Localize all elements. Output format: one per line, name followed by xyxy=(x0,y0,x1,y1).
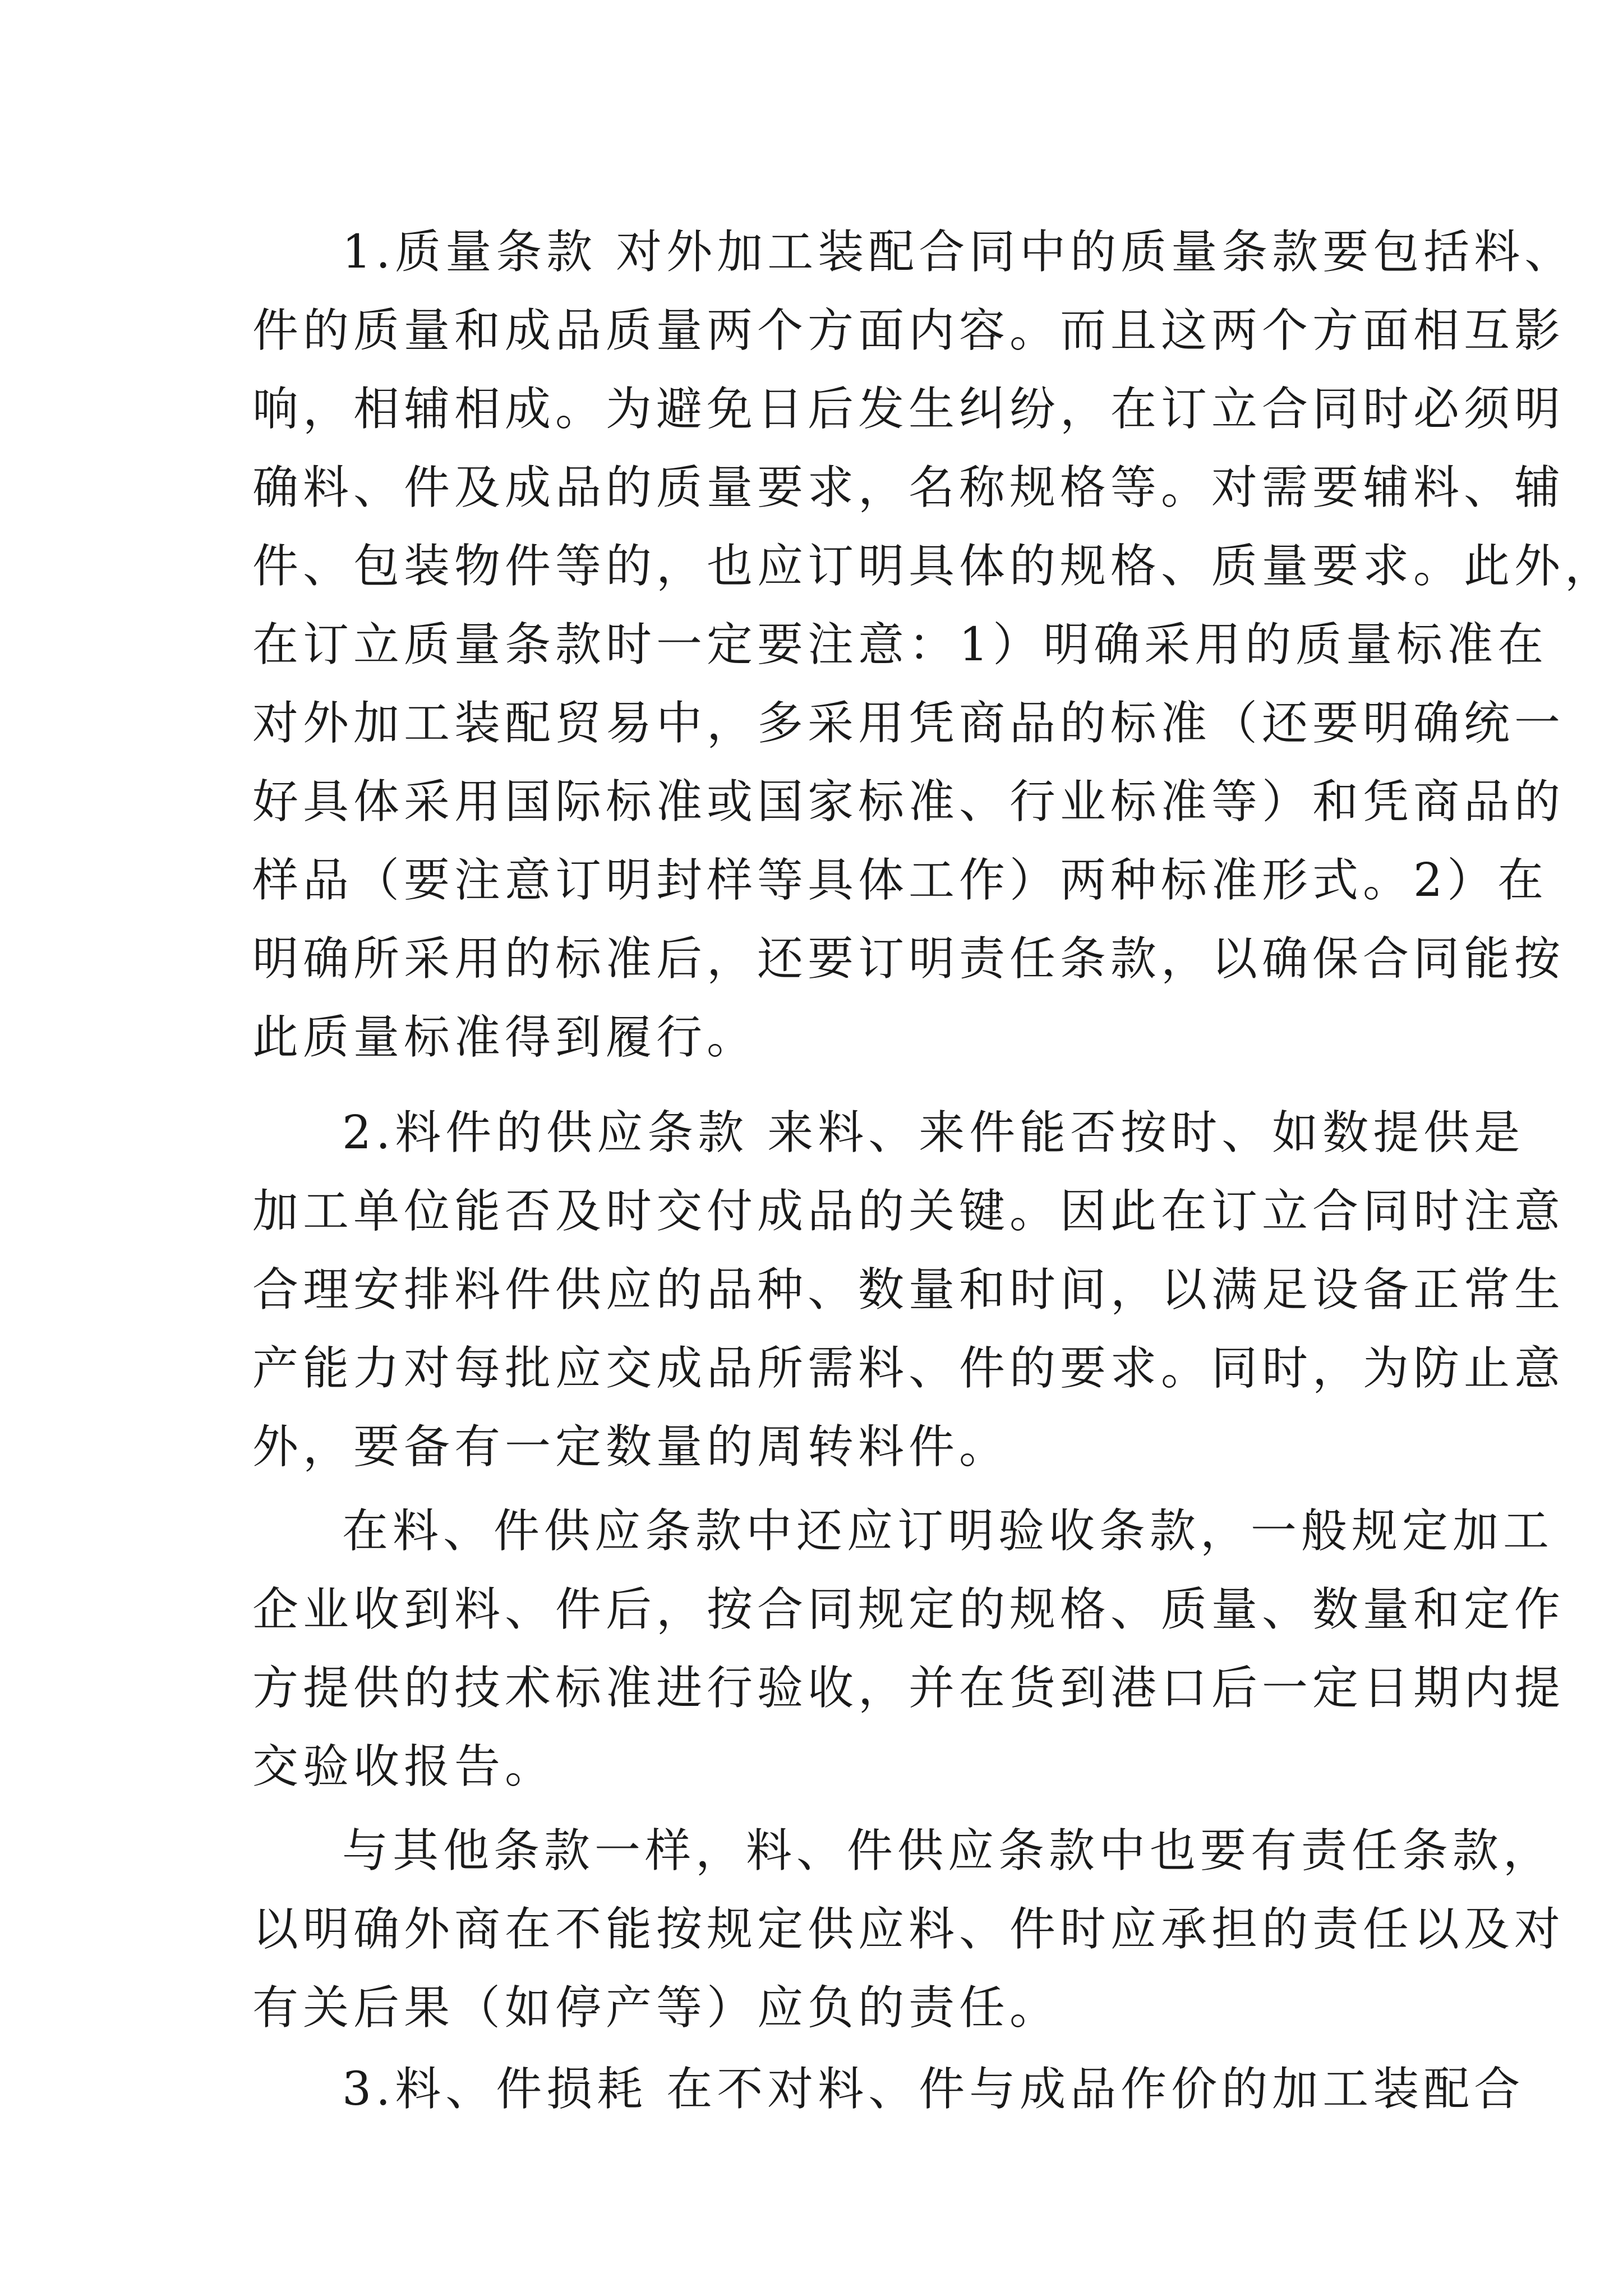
text-line: 此质量标准得到履行。 xyxy=(252,1011,758,1064)
text-line: 样品（要注意订明封样等具体工作）两种标准形式。2）在 xyxy=(252,854,1548,907)
text-line: 加工单位能否及时交付成品的关键。因此在订立合同时注意 xyxy=(252,1185,1565,1238)
text-line: 3.料、件损耗 在不对料、件与成品作价的加工装配合 xyxy=(342,2063,1525,2116)
text-line: 方提供的技术标准进行验收，并在货到港口后一定日期内提 xyxy=(252,1662,1565,1715)
text-line: 好具体采用国际标准或国家标准、行业标准等）和凭商品的 xyxy=(252,775,1565,829)
text-line: 外，要备有一定数量的周转料件。 xyxy=(252,1420,1010,1474)
text-line: 确料、件及成品的质量要求，名称规格等。对需要辅料、辅 xyxy=(252,461,1565,514)
paragraph-liability-clause xyxy=(252,1812,1565,2047)
text-line: 以明确外商在不能按规定供应料、件时应承担的责任以及对 xyxy=(252,1903,1565,1956)
text-line: 企业收到料、件后，按合同规定的规格、质量、数量和定作 xyxy=(252,1583,1565,1636)
text-line: 2.料件的供应条款 来料、来件能否按时、如数提供是 xyxy=(342,1106,1525,1159)
text-line: 件、包装物件等的，也应订明具体的规格、质量要求。此外， xyxy=(252,540,1616,593)
paragraph-supply-clause xyxy=(252,1094,1565,1487)
paragraph-acceptance-clause xyxy=(252,1492,1565,1806)
text-line: 明确所采用的标准后，还要订明责任条款，以确保合同能按 xyxy=(252,932,1565,986)
text-line: 在料、件供应条款中还应订明验收条款，一般规定加工 xyxy=(342,1504,1554,1558)
paragraph-quality-clause xyxy=(252,213,1616,1077)
text-line: 与其他条款一样，料、件供应条款中也要有责任条款， xyxy=(342,1824,1554,1878)
text-line: 件的质量和成品质量两个方面内容。而且这两个方面相互影 xyxy=(252,304,1565,357)
text-line: 响，相辅相成。为避免日后发生纠纷，在订立合同时必须明 xyxy=(252,383,1565,436)
text-line: 产能力对每批应交成品所需料、件的要求。同时，为防止意 xyxy=(252,1342,1565,1395)
text-line: 合理安排料件供应的品种、数量和时间，以满足设备正常生 xyxy=(252,1263,1565,1317)
text-line: 在订立质量条款时一定要注意：1）明确采用的质量标准在 xyxy=(252,618,1548,671)
text-line: 对外加工装配贸易中，多采用凭商品的标准（还要明确统一 xyxy=(252,697,1565,750)
text-line: 1.质量条款 对外加工装配合同中的质量条款要包括料、 xyxy=(342,226,1575,279)
paragraph-loss-clause xyxy=(252,2050,1525,2129)
text-line: 交验收报告。 xyxy=(252,1740,556,1793)
text-line: 有关后果（如停产等）应负的责任。 xyxy=(252,1981,1061,2035)
